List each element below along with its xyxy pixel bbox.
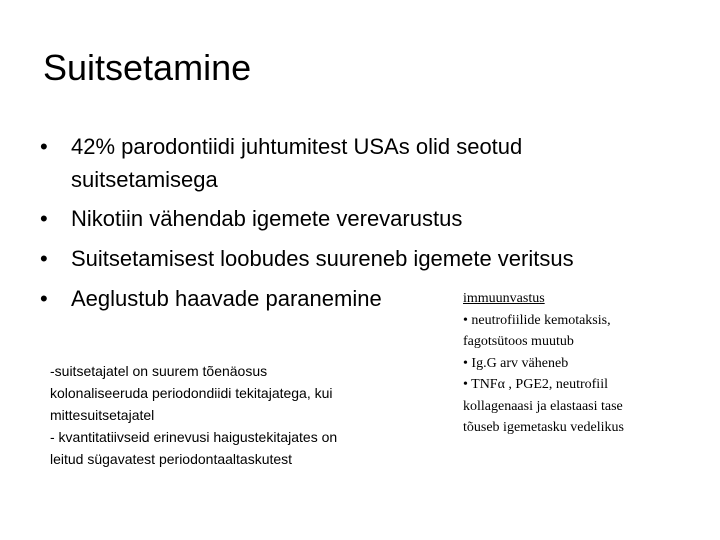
note-line: kollagenaasi ja elastaasi tase bbox=[463, 398, 623, 414]
bullet-text: Nikotiin vähendab igemete verevarustus bbox=[71, 206, 463, 231]
bullet-dot-icon: • bbox=[40, 206, 48, 231]
bullet-text: 42% parodontiidi juhtumitest USAs olid seotud bbox=[71, 134, 523, 159]
immune-response-heading: immuunvastus bbox=[463, 291, 545, 306]
note-line: kolonaliseeruda periodondiidi tekitajatega, kui bbox=[50, 385, 333, 401]
bullet-text: Aeglustub haavade paranemine bbox=[71, 286, 382, 311]
bullet-text: suitsetamisega bbox=[71, 167, 218, 192]
slide-title: Suitsetamine bbox=[43, 47, 252, 88]
immune-response-note bbox=[463, 288, 713, 439]
note-line: • neutrofiilide kemotaksis, bbox=[463, 312, 611, 328]
note-line: • TNFα , PGE2, neutrofiil bbox=[463, 377, 608, 392]
note-line: • Ig.G arv väheneb bbox=[463, 355, 569, 371]
bullet-dot-icon: • bbox=[40, 246, 48, 271]
smokers-note bbox=[50, 360, 410, 470]
bullet-text: Suitsetamisest loobudes suureneb igemete veritsus bbox=[71, 246, 574, 271]
note-line: fagotsütoos muutub bbox=[463, 334, 574, 349]
note-line: tõuseb igemetasku vedelikus bbox=[463, 420, 624, 435]
bullet-dot-icon: • bbox=[40, 286, 48, 311]
note-line: leitud sügavatest periodontaaltaskutest bbox=[50, 451, 293, 467]
bullet-dot-icon: • bbox=[40, 134, 48, 159]
note-line: -suitsetajatel on suurem tõenäosus bbox=[50, 363, 268, 379]
note-line: - kvantitatiivseid erinevusi haigustekitajates on bbox=[50, 429, 338, 445]
note-line: mittesuitsetajatel bbox=[50, 407, 155, 423]
